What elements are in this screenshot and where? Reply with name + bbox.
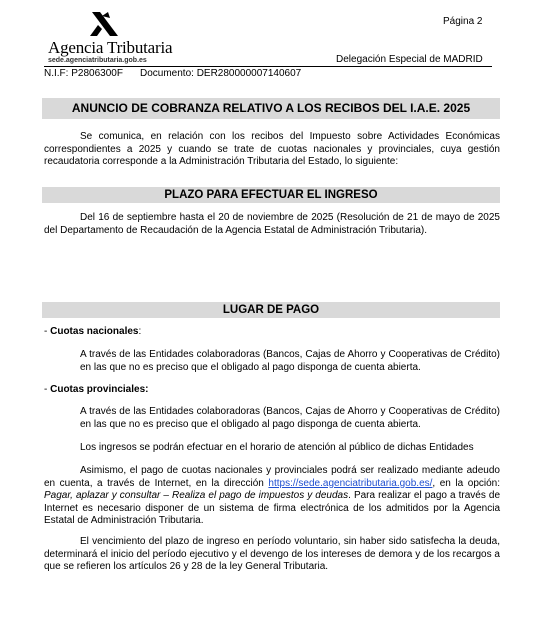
vencimiento-paragraph: El vencimiento del plazo de ingreso en período voluntario, sin haber sido satisfecha la deuda, determinará el inicio del período ejecutivo y el devengo de los intereses de demora y de los recargos a que se refieren los artículos 26 y 28 de la ley General Tributaria.: [44, 536, 500, 572]
page-number: Página 2: [443, 16, 483, 27]
cuotas-provinciales-label: - Cuotas provinciales:: [44, 384, 149, 395]
page-title: ANUNCIO DE COBRANZA RELATIVO A LOS RECIBOS DEL I.A.E. 2025: [42, 98, 500, 119]
sede-link[interactable]: https://sede.agenciatributaria.gob.es/: [268, 477, 433, 489]
plazo-paragraph: Del 16 de septiembre hasta el 20 de noviembre de 2025 (Resolución de 21 de mayo de 2025 del Departamento de Recaudación de la Agencia Estatal de Administración Tributaria).: [44, 212, 500, 236]
cuotas-nacionales-label: - Cuotas nacionales:: [44, 326, 142, 337]
intro-paragraph: Se comunica, en relación con los recibos del Impuesto sobre Actividades Económicas correspondientes a 2025 y cuando se trate de cuotas nacionales y provinciales, cuya gestión recaudatoria corresponde a la Administración Tributaria del Estado, lo siguiente:: [44, 131, 500, 167]
section-heading-plazo: PLAZO PARA EFECTUAR EL INGRESO: [42, 187, 500, 203]
horario-paragraph: Los ingresos se podrán efectuar en el horario de atención al público de dichas Entidades: [80, 442, 474, 453]
header-divider: [44, 66, 492, 67]
nif: N.I.F: P2806300F: [44, 68, 123, 79]
cuotas-nacionales-text: A través de las Entidades colaboradoras (Bancos, Cajas de Ahorro y Cooperativas de Crédito) en las que no es preciso que el obligado al pago disponga de cuenta abierta.: [80, 349, 500, 373]
section-heading-lugar: LUGAR DE PAGO: [42, 302, 500, 318]
logo-url: sede.agenciatributaria.gob.es: [48, 57, 147, 64]
delegacion: Delegación Especial de MADRID: [336, 54, 483, 65]
cuotas-provinciales-text: A través de las Entidades colaboradoras (Bancos, Cajas de Ahorro y Cooperativas de Crédito) en las que no es preciso que el obligado al pago disponga de cuenta abierta.: [80, 406, 500, 430]
asimismo-paragraph: Asimismo, el pago de cuotas nacionales y provinciales podrá ser realizado mediante adeudo en cuenta, a través de Internet, en la dirección https://sede.agenciatributaria.gob.es/, en la opción: Pagar, aplazar y consultar – Realiza el pago de impuestos y deudas. Para realizar el pago a través de Internet es necesario disponer de un sistema de firma electrónica de los admitidos por la Agencia Estatal de Administración Tributaria.: [44, 465, 501, 526]
logo-text: Agencia Tributaria: [48, 38, 173, 57]
agencia-tributaria-logo-icon: [88, 12, 120, 40]
documento-number: Documento: DER280000007140607: [140, 68, 302, 79]
